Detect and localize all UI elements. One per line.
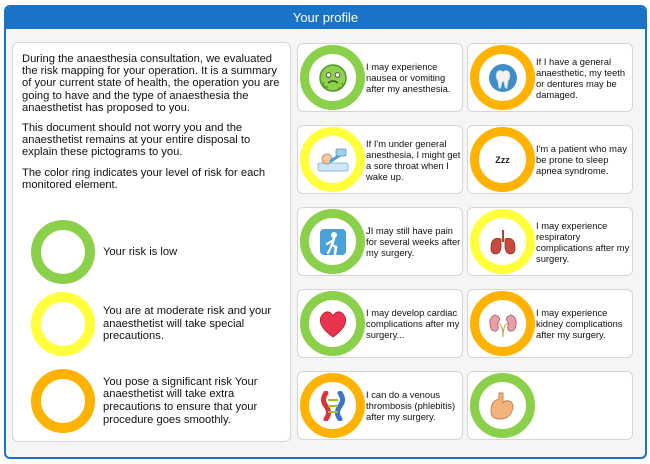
risk-card-text — [536, 372, 632, 439]
risk-ring — [300, 209, 365, 274]
vein-icon — [317, 391, 349, 421]
stomach-icon — [487, 391, 519, 421]
risk-card-kidney[interactable] — [467, 289, 633, 358]
risk-card-sore-throat[interactable] — [297, 125, 463, 194]
legend-low — [31, 220, 281, 284]
risk-card-text: I may develop cardiac complications after my surgery... — [366, 307, 460, 340]
legend-moderate — [31, 292, 281, 356]
risk-card-text: I'm a patient who may be prone to sleep apnea syndrome. — [536, 143, 627, 176]
risk-card-pain[interactable] — [297, 207, 463, 276]
risk-ring — [470, 373, 535, 438]
profile-window — [4, 5, 647, 459]
legend-low-text: Your risk is low — [103, 245, 178, 258]
risk-card-text: I may experience kidney complications after my surgery. — [536, 307, 623, 340]
risk-ring — [300, 373, 365, 438]
tooth-icon — [487, 62, 519, 94]
risk-ring — [300, 291, 365, 356]
intro-paragraph-1: During the anaesthesia consultation, we evaluated the risk mapping for your operation. It is a summary of your current state of health, the operation you are going to have and the type of anaesthesia the anaesthetist has proposed to you. — [22, 53, 280, 114]
intro-paragraph-2: This document should not worry you and the anaesthetist remains at your entire disposal to explain these pictograms to you. — [22, 122, 251, 159]
risk-card-thrombosis[interactable] — [297, 371, 463, 440]
risk-card-respiratory[interactable] — [467, 207, 633, 276]
sleep-apnea-icon: Zzz — [495, 154, 510, 165]
risk-card-digestive[interactable] — [467, 371, 633, 440]
legend-moderate-text: You are at moderate risk and your anaesthetist will take special precautions. — [103, 305, 272, 343]
risk-card-sleep-apnea[interactable] — [467, 125, 633, 194]
risk-card-text: I may experience nausea or vomiting after my anesthesia. — [366, 61, 451, 94]
risk-card-nausea[interactable] — [297, 43, 463, 112]
high-risk-ring — [31, 369, 95, 433]
sore-throat-icon — [316, 145, 350, 175]
risk-ring — [470, 209, 535, 274]
risk-ring — [300, 127, 365, 192]
risk-card-text: I can do a venous thrombosis (phlebitis) after my surgery. — [366, 389, 456, 422]
heart-icon — [317, 309, 349, 339]
legend-high — [31, 369, 281, 433]
page-title: Your profile — [6, 7, 645, 29]
risk-ring — [300, 45, 365, 110]
risk-card-text: I may experience respiratory complications after my surgery. — [536, 219, 630, 264]
risk-ring — [470, 127, 535, 192]
risk-card-text: JI may still have pain for several weeks after my surgery. — [366, 225, 461, 258]
pain-icon — [318, 227, 348, 257]
risk-card-text: If I'm under general anesthesia, I might get a sore throat when I wake up. — [366, 137, 461, 182]
risk-card-text: If I have a general anaesthetic, my teeth or dentures may be damaged. — [536, 55, 626, 100]
legend-high-text: You pose a significant risk Your anaesthetist will take extra precautions to ensure that your procedure goes smoothly. — [103, 375, 258, 426]
risk-ring — [470, 45, 535, 110]
intro-paragraph-3: The color ring indicates your level of risk for each monitored element. — [22, 166, 266, 191]
risk-card-cardiac[interactable] — [297, 289, 463, 358]
nausea-icon — [317, 62, 349, 94]
info-panel — [12, 42, 291, 442]
low-risk-ring — [31, 220, 95, 284]
kidney-icon — [487, 309, 519, 339]
risk-card-teeth[interactable] — [467, 43, 633, 112]
risk-ring — [470, 291, 535, 356]
lungs-icon — [487, 226, 519, 258]
moderate-risk-ring — [31, 292, 95, 356]
